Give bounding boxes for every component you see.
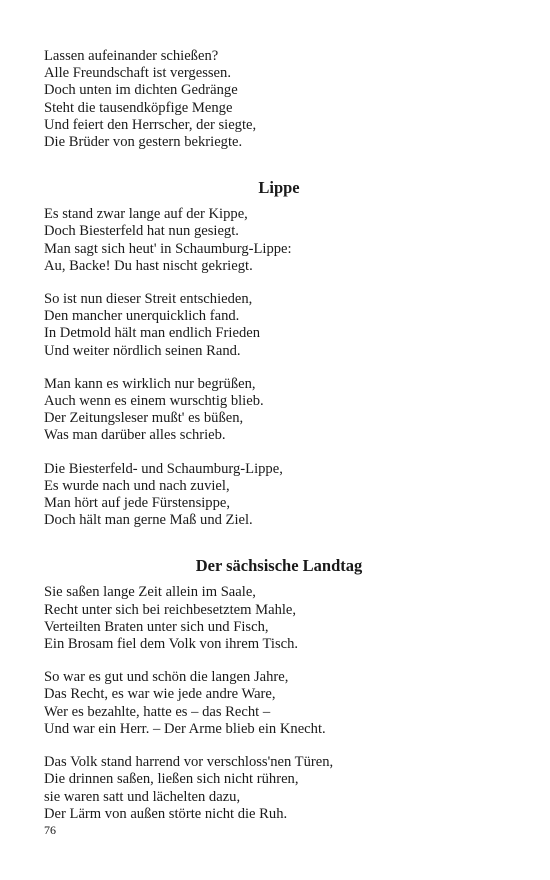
verse-line: Steht die tausendköpfige Menge <box>44 99 233 116</box>
verse-line: Man kann es wirklich nur begrüßen, <box>44 375 256 392</box>
verse-line: Das Volk stand harrend vor verschloss'nen Türen, <box>44 754 334 771</box>
verse-line: Und war ein Herr. – Der Arme blieb ein Knecht. <box>44 720 326 737</box>
poem-title-lippe: Lippe <box>258 178 300 198</box>
stanza-continuation <box>44 48 514 151</box>
verse-line: Der Zeitungsleser mußt' es büßen, <box>44 410 244 427</box>
verse-line: Die Brüder von gestern bekriegte. <box>44 134 243 151</box>
verse-line: Wer es bezahlte, hatte es – das Recht – <box>44 703 271 720</box>
stanza-lippe-3 <box>44 376 514 445</box>
verse-line: Es wurde nach und nach zuviel, <box>44 477 230 494</box>
stanza-landtag-3 <box>44 754 514 823</box>
verse-line: Doch unten im dichten Gedränge <box>44 82 238 99</box>
verse-line: Auch wenn es einem wurschtig blieb. <box>44 393 264 410</box>
verse-line: Recht unter sich bei reichbesetztem Mahle, <box>44 601 297 618</box>
verse-line: Und feiert den Herrscher, der siegte, <box>44 116 257 133</box>
verse-line: Die drinnen saßen, ließen sich nicht rühren, <box>44 771 299 788</box>
page-content <box>44 48 514 823</box>
verse-line: Und weiter nördlich seinen Rand. <box>44 342 241 359</box>
verse-line: Es stand zwar lange auf der Kippe, <box>44 206 248 223</box>
verse-line: Doch hält man gerne Maß und Ziel. <box>44 512 253 529</box>
stanza-landtag-2 <box>44 669 514 738</box>
verse-line: Verteilten Braten unter sich und Fisch, <box>44 618 269 635</box>
verse-line: Das Recht, es war wie jede andre Ware, <box>44 686 276 703</box>
stanza-lippe-2 <box>44 291 514 360</box>
verse-line: sie waren satt und lächelten dazu, <box>44 788 241 805</box>
page-number: 76 <box>44 823 56 837</box>
verse-line: Man sagt sich heut' in Schaumburg-Lippe: <box>44 240 292 257</box>
verse-line: Die Biesterfeld- und Schaumburg-Lippe, <box>44 460 283 477</box>
stanza-lippe-4 <box>44 461 514 530</box>
verse-line: Den mancher unerquicklich fand. <box>44 308 240 325</box>
verse-line: Was man darüber alles schrieb. <box>44 427 226 444</box>
verse-line: Au, Backe! Du hast nischt gekriegt. <box>44 257 253 274</box>
stanza-landtag-1 <box>44 584 514 653</box>
poem-title-landtag: Der sächsische Landtag <box>195 556 363 576</box>
verse-line: Man hört auf jede Fürstensippe, <box>44 495 231 512</box>
verse-line: Sie saßen lange Zeit allein im Saale, <box>44 584 256 601</box>
stanza-lippe-1 <box>44 206 514 275</box>
verse-line: Ein Brosam fiel dem Volk von ihrem Tisch. <box>44 636 299 653</box>
verse-line: Doch Biesterfeld hat nun gesiegt. <box>44 223 239 240</box>
verse-line: Der Lärm von außen störte nicht die Ruh. <box>44 805 288 822</box>
verse-line: Alle Freundschaft ist vergessen. <box>44 65 231 82</box>
verse-line: So war es gut und schön die langen Jahre, <box>44 669 289 686</box>
verse-line: Lassen aufeinander schießen? <box>44 48 219 64</box>
verse-line: In Detmold hält man endlich Frieden <box>44 325 261 342</box>
verse-line: So ist nun dieser Streit entschieden, <box>44 291 253 308</box>
